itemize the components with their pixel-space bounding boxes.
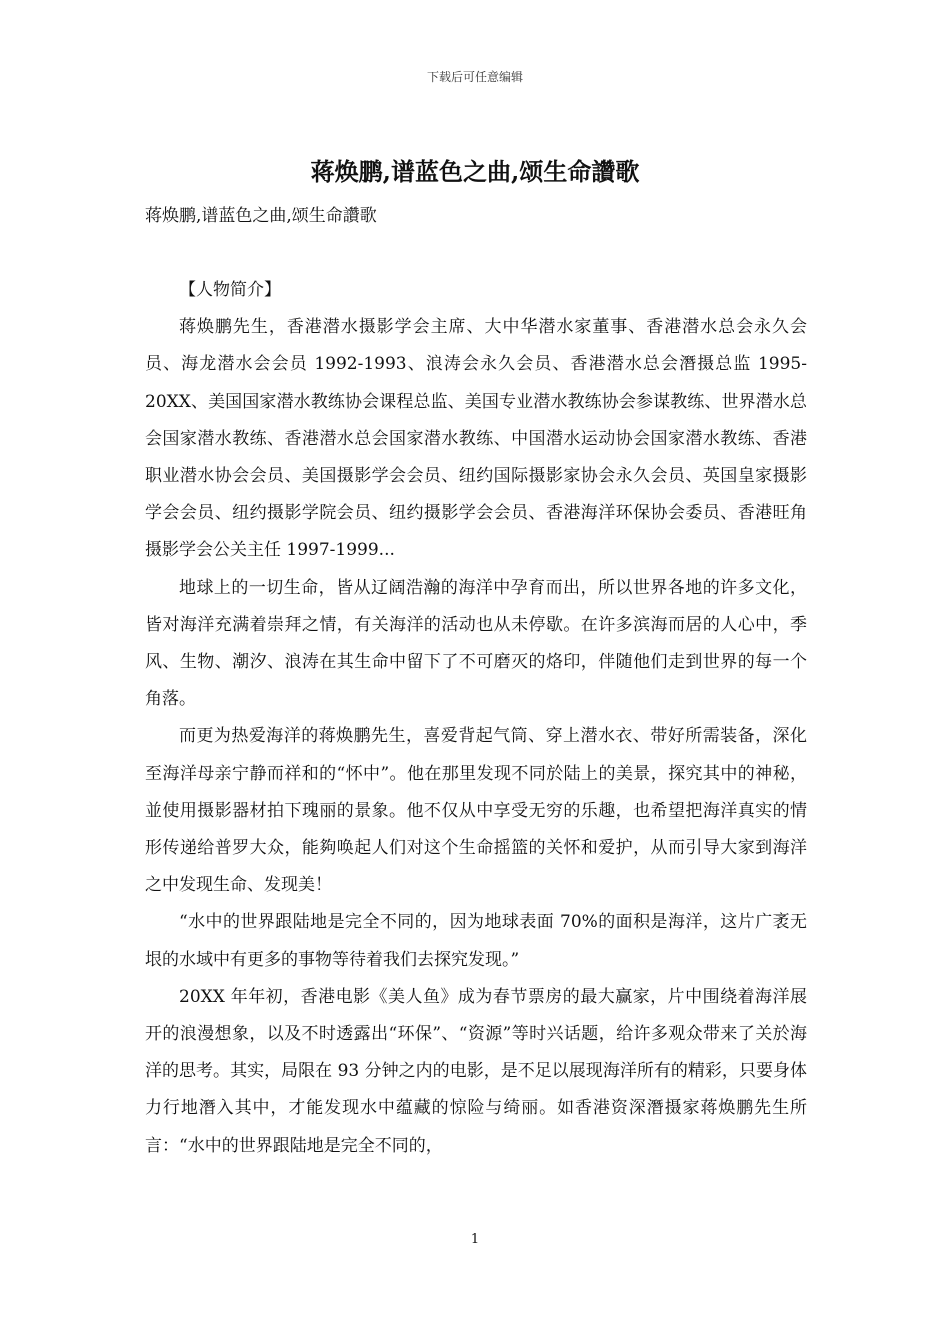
- paragraph-film: 20XX 年年初，香港电影《美人鱼》成为春节票房的最大赢家，片中围绕着海洋展开的浪漫想象，以及不时透露出“环保”、“资源”等时兴话题，给许多观众带来了关於海洋的思考。其实，局限在 93 分钟之内的电影，是不足以展现海洋所有的精彩，只要身体力行地潛入其中，才能发现水中蕴藏的惊险与绮丽。如香港资深潛摄家蒋焕鹏先生所言：“水中的世界跟陆地是完全不同的，: [145, 986, 807, 1156]
- document-subtitle: 蒋焕鹏,谱蓝色之曲,颂生命讚歌: [145, 206, 377, 226]
- paragraph-ocean-life: 地球上的一切生命，皆从辽阔浩瀚的海洋中孕育而出，所以世界各地的许多文化，皆对海洋充满着崇拜之情，有关海洋的活动也从未停歇。在许多滨海而居的人心中，季风、生物、潮汐、浪涛在其生命中留下了不可磨灭的烙印，伴随他们走到世界的每一个角落。: [145, 577, 807, 710]
- section-heading: 【人物简介】: [179, 280, 281, 300]
- paragraph-profile: 蒋焕鹏先生，香港潜水摄影学会主席、大中华潜水家董事、香港潜水总会永久会员、海龙潜水会会员 1992-1993、浪涛会永久会员、香港潜水总会潛摄总监 1995-20XX、美国国家潜水教练协会课程总监、美国专业潜水教练协会参谋教练、世界潜水总会国家潜水教练、香港潜水总会国家潜水教练、中国潜水运动协会国家潜水教练、香港职业潜水协会会员、美国摄影学会会员、纽约国际摄影家协会永久会员、英国皇家摄影学会会员、纽约摄影学院会员、纽约摄影学会会员、香港海洋环保协会委员、香港旺角摄影学会公关主任 1997-1999...: [145, 317, 807, 561]
- document-body: [145, 272, 807, 1165]
- paragraph-diving: 而更为热爱海洋的蒋焕鹏先生，喜爱背起气筒、穿上潜水衣、带好所需装备，深化至海洋母亲宁静而祥和的“怀中”。他在那里发现不同於陆上的美景，探究其中的神秘，並使用摄影器材拍下瑰丽的景象。他不仅从中享受无穷的乐趣，也希望把海洋真实的情形传递给普罗大众，能夠唤起人们对这个生命摇篮的关怀和爱护，从而引导大家到海洋之中发现生命、发现美！: [145, 726, 807, 896]
- header-note: 下载后可任意编辑: [426, 70, 523, 84]
- page-number: 1: [470, 1232, 480, 1247]
- document-title: 蒋焕鹏,谱蓝色之曲,颂生命讚歌: [310, 157, 640, 186]
- paragraph-quote: “水中的世界跟陆地是完全不同的，因为地球表面 70%的面积是海洋，这片广袤无垠的水域中有更多的事物等待着我们去探究发现。”: [145, 912, 807, 970]
